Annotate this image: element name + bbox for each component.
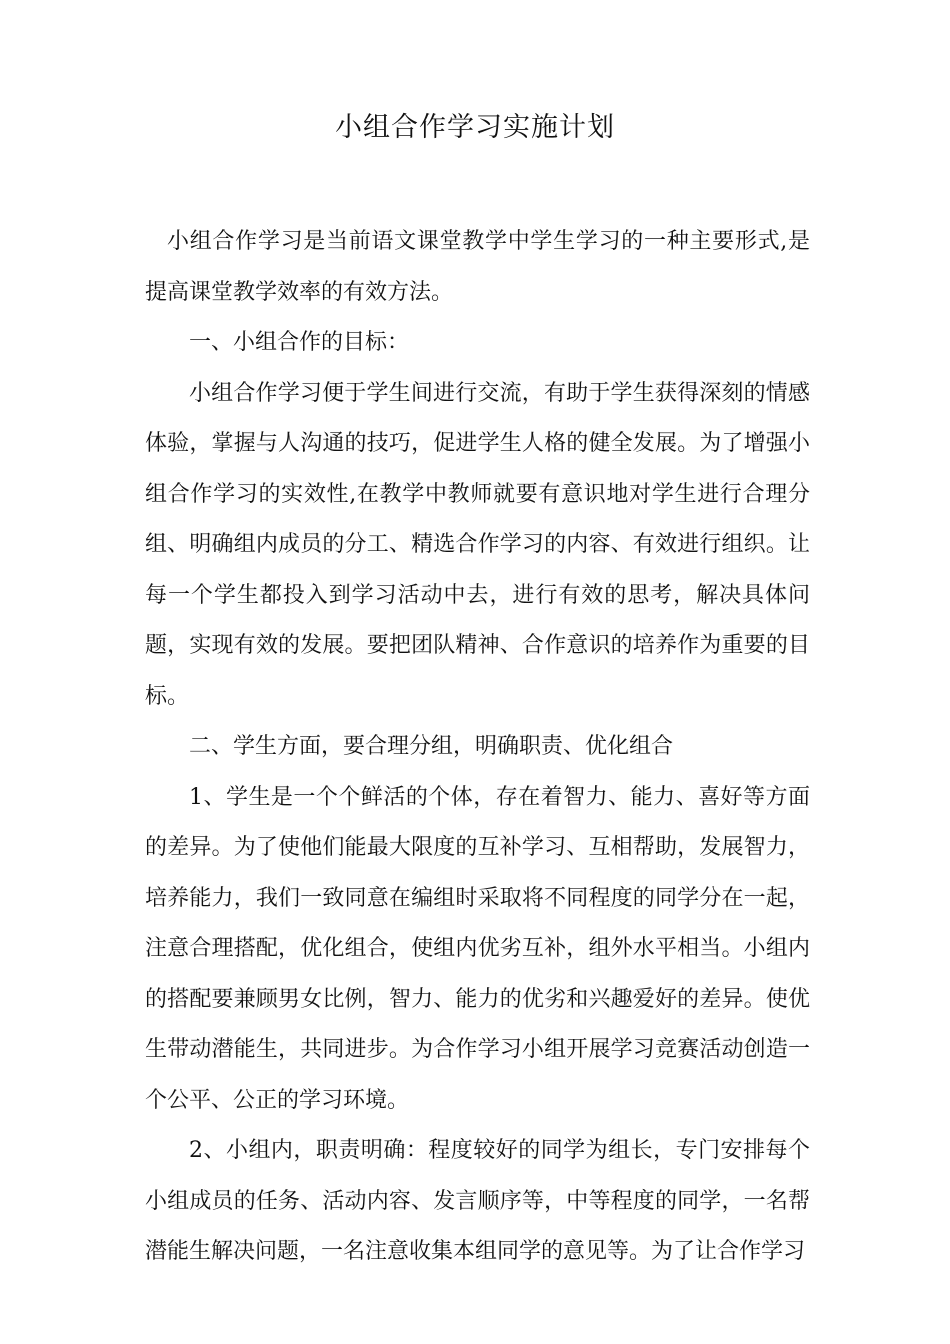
- students-point-2: 2、小组内，职责明确：程度较好的同学为组长，专门安排每个小组成员的任务、活动内容、发言顺序等，中等程度的同学，一名帮潜能生解决问题，一名注意收集本组同学的意见等。为了让合作学习: [145, 1138, 810, 1264]
- document-body: [145, 217, 810, 1278]
- intro-paragraph: 小组合作学习是当前语文课堂教学中学生学习的一种主要形式,是提高课堂教学效率的有效方法。: [145, 229, 810, 305]
- students-point-1: 1、学生是一个个鲜活的个体，存在着智力、能力、喜好等方面的差异。为了使他们能最大限度的互补学习、互相帮助，发展智力，培养能力，我们一致同意在编组时采取将不同程度的同学分在一起，注意合理搭配，优化组合，使组内优劣互补，组外水平相当。小组内的搭配要兼顾男女比例，智力、能力的优劣和兴趣爱好的差异。使优生带动潜能生，共同进步。为合作学习小组开展学习竞赛活动创造一个公平、公正的学习环境。: [145, 784, 810, 1113]
- section-heading-students: 二、学生方面，要合理分组，明确职责、优化组合: [189, 734, 674, 759]
- goals-paragraph: 小组合作学习便于学生间进行交流，有助于学生获得深刻的情感体验，掌握与人沟通的技巧，促进学生人格的健全发展。为了增强小组合作学习的实效性,在教学中教师就要有意识地对学生进行合理分组、明确组内成员的分工、精选合作学习的内容、有效进行组织。让每一个学生都投入到学习活动中去，进行有效的思考，解决具体问题，实现有效的发展。要把团队精神、合作意识的培养作为重要的目标。: [145, 380, 810, 709]
- section-heading-goals: 一、小组合作的目标：: [189, 330, 410, 355]
- document-title: 小组合作学习实施计划: [335, 112, 615, 143]
